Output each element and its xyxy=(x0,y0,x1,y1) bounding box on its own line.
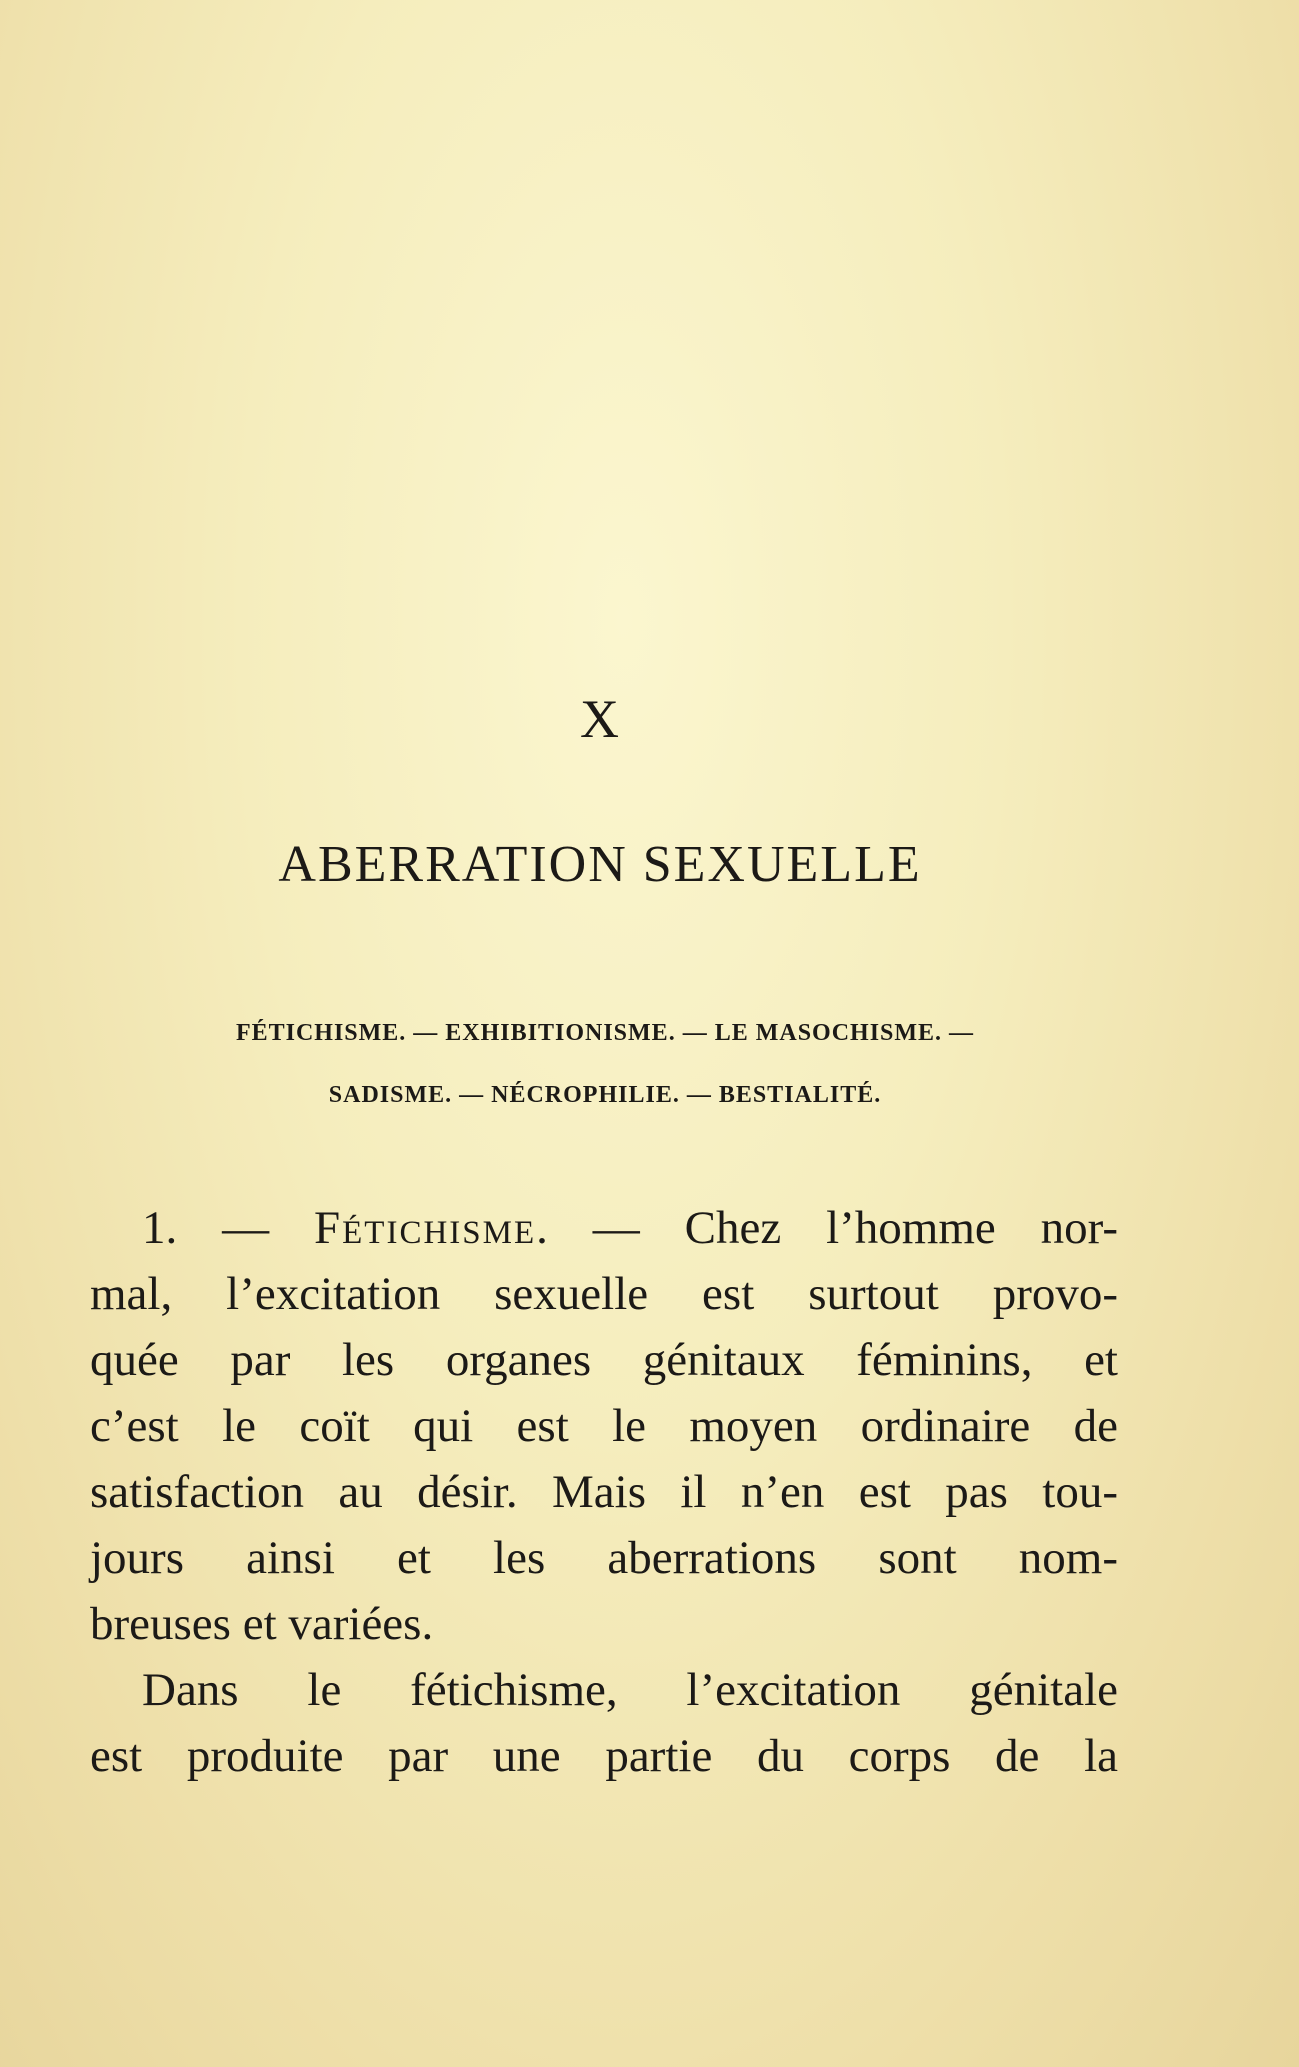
section-heading: Fétichisme xyxy=(314,1202,537,1254)
chapter-summary xyxy=(110,1002,1100,1126)
paragraph-1-line: mal, l’excitation sexuelle est surtout provo- xyxy=(90,1268,1118,1320)
chapter-title: ABERRATION SEXUELLE xyxy=(278,836,922,893)
paragraph-1-first-line xyxy=(90,1195,1118,1261)
paragraph-1-line: quée par les organes génitaux féminins, et xyxy=(90,1334,1118,1386)
paragraph-1-opening: . — Chez l’homme nor- xyxy=(536,1202,1118,1254)
paragraph-2-line: est produite par une partie du corps de la xyxy=(90,1730,1118,1782)
paragraph-1-line: breuses et variées. xyxy=(90,1598,434,1650)
paragraph-1-line: satisfaction au désir. Mais il n’en est pas tou- xyxy=(90,1466,1118,1518)
paragraph-1-line: jours ainsi et les aberrations sont nom- xyxy=(90,1532,1118,1584)
section-number: 1. — xyxy=(142,1202,314,1254)
paragraph-1-line: c’est le coït qui est le moyen ordinaire de xyxy=(90,1400,1118,1452)
paragraph-2-line: Dans le fétichisme, l’excitation génitale xyxy=(142,1664,1118,1716)
summary-line-2: SADISME. — NÉCROPHILIE. — BESTIALITÉ. xyxy=(328,1082,882,1108)
chapter-number: X xyxy=(580,689,620,749)
body-text xyxy=(90,1195,1118,1789)
summary-line-1: FÉTICHISME. — EXHIBITIONISME. — LE MASOCHISME. — xyxy=(235,1020,975,1046)
